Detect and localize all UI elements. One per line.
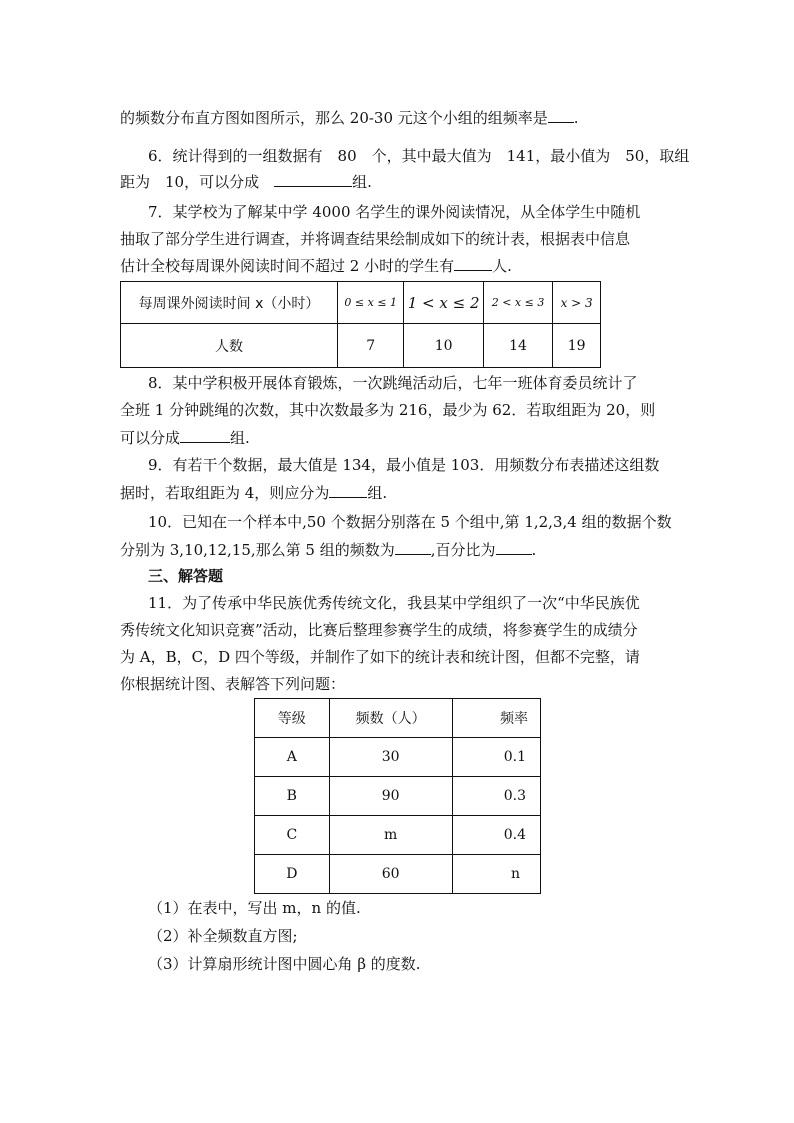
table-row <box>255 777 541 816</box>
q6-line2-text: 距为 10，可以分成 <box>120 173 275 191</box>
table-cell: n <box>452 855 540 894</box>
table-cell: 90 <box>329 777 452 816</box>
q8-line3-text: 可以分成 <box>120 429 181 447</box>
q9-line2-end: 组. <box>367 484 388 502</box>
table-cell: 14 <box>483 324 552 368</box>
table-cell: 0.3 <box>452 777 540 816</box>
answer-blank <box>496 540 532 555</box>
answer-blank <box>329 483 367 498</box>
q11-line3: 为 A，B，C，D 四个等级，并制作了如下的统计表和统计图，但都不完整，请 <box>120 648 640 666</box>
table-header-cell: 频率 <box>452 699 540 738</box>
q10-line2-mid: ,百分比为 <box>430 541 496 559</box>
q10-line2-end: . <box>531 541 537 559</box>
table-cell: C <box>255 816 330 855</box>
q8-line3-end: 组. <box>230 429 250 447</box>
table-header-cell: 2 < x ≤ 3 <box>483 282 552 324</box>
table-cell: 60 <box>329 855 452 894</box>
table-cell: 10 <box>404 324 483 368</box>
table-row <box>255 816 541 855</box>
q6-line2-end: 组. <box>352 173 372 191</box>
table-header-label: 每周课外阅读时间 x（小时） <box>121 282 338 324</box>
intro-text: 的频数分布直方图如图所示，那么 20-30 元这个小组的组频率是 <box>120 109 548 127</box>
table-header-cell: 频数（人） <box>329 699 452 738</box>
q6-line2 <box>120 172 372 192</box>
table-row-label: 人数 <box>121 324 338 368</box>
table-cell: 7 <box>338 324 404 368</box>
q7-line3-end: 人. <box>492 257 512 275</box>
table-header-cell: 等级 <box>255 699 330 738</box>
table-header-cell: 0 ≤ x ≤ 1 <box>338 282 404 324</box>
q10-line2 <box>120 540 536 560</box>
table-cell: B <box>255 777 330 816</box>
section-title: 三、解答题 <box>148 567 224 585</box>
reading-time-table <box>120 281 601 368</box>
q11-line4: 你根据统计图、表解答下列问题： <box>120 675 346 693</box>
q11-line1: 11．为了传承中华民族优秀传统文化，我县某中学组织了一次“中华民族优 <box>148 594 640 612</box>
q9-line1: 9．有若干个数据，最大值是 134，最小值是 103．用频数分布表描述这组数 <box>148 456 660 474</box>
q7-line3 <box>120 256 512 276</box>
answer-blank <box>454 256 492 271</box>
table-cell: D <box>255 855 330 894</box>
answer-blank <box>548 108 574 123</box>
answer-blank <box>395 540 431 555</box>
q10-line2-text: 分别为 3,10,12,15,那么第 5 组的频数为 <box>120 541 395 559</box>
q10-line1: 10．已知在一个样本中,50 个数据分别落在 5 个组中,第 1,2,3,4 组的数据个数 <box>148 513 672 531</box>
intro-end: . <box>573 109 579 127</box>
grade-table <box>254 698 541 894</box>
subq-2: （2）补全频数直方图; <box>148 927 298 945</box>
q7-line1: 7．某学校为了解某中学 4000 名学生的课外阅读情况，从全体学生中随机 <box>148 203 641 221</box>
q7-line2: 抽取了部分学生进行调查，并将调查结果绘制成如下的统计表，根据表中信息 <box>120 230 631 248</box>
q8-line3 <box>120 428 250 448</box>
subq-3: （3）计算扇形统计图中圆心角 β 的度数. <box>148 955 421 973</box>
subq-1: （1）在表中，写出 m，n 的值. <box>148 899 361 917</box>
table-cell: 0.4 <box>452 816 540 855</box>
q11-line2: 秀传统文化知识竞赛”活动，比赛后整理参赛学生的成绩，将参赛学生的成绩分 <box>120 621 638 639</box>
intro-line <box>120 108 579 128</box>
table-cell: m <box>329 816 452 855</box>
q8-line1: 8．某中学积极开展体育锻炼，一次跳绳活动后，七年一班体育委员统计了 <box>148 374 638 392</box>
q6-line1: 6．统计得到的一组数据有 80 个，其中最大值为 141，最小值为 50，取组 <box>148 147 690 165</box>
table-row <box>255 738 541 777</box>
q9-line2-text: 据时，若取组距为 4，则应分为 <box>120 484 330 502</box>
answer-blank <box>180 428 230 443</box>
table-header-cell: 1 < x ≤ 2 <box>404 282 483 324</box>
table-header-cell: x > 3 <box>553 282 601 324</box>
q8-line2: 全班 1 分钟跳绳的次数，其中次数最多为 216，最少为 62．若取组距为 20，则 <box>120 401 656 419</box>
table-cell: 30 <box>329 738 452 777</box>
q7-line3-text: 估计全校每周课外阅读时间不超过 2 小时的学生有 <box>120 257 455 275</box>
table-cell: 19 <box>553 324 601 368</box>
table-cell: 0.1 <box>452 738 540 777</box>
answer-blank <box>274 172 352 187</box>
table-cell: A <box>255 738 330 777</box>
table-row <box>255 855 541 894</box>
q9-line2 <box>120 483 387 503</box>
